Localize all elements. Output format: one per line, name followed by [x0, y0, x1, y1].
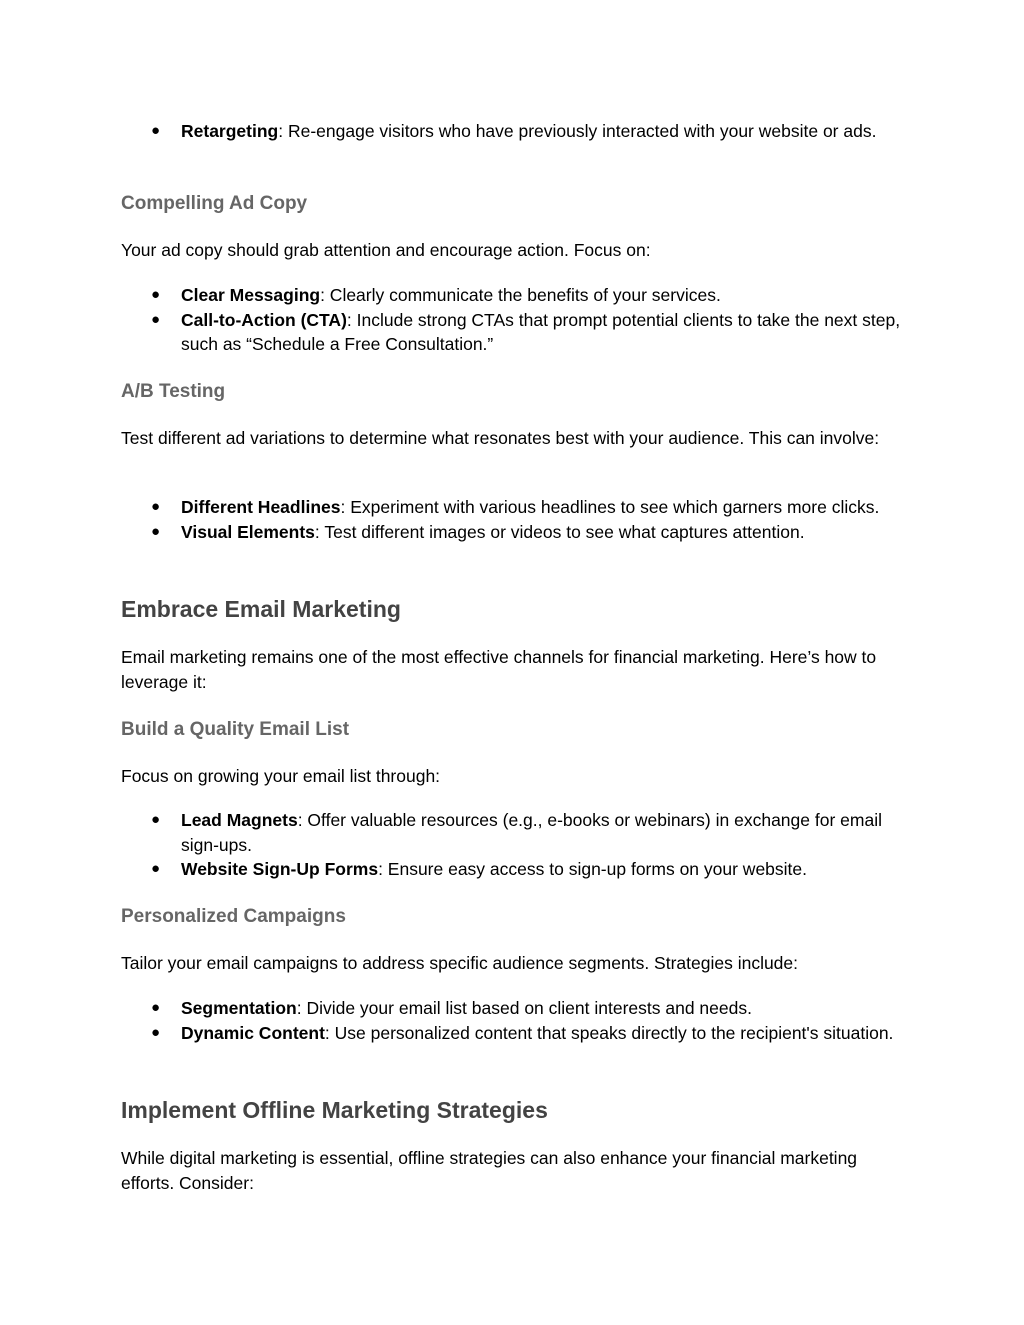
- personalized-list: [121, 996, 901, 1045]
- list-item: ● Different Headlines: Experiment with various headlines to see which garners more clicks.: [121, 495, 901, 520]
- section-heading-quality-email-list: Build a Quality Email List: [121, 719, 350, 740]
- bullet-icon: ●: [151, 286, 161, 303]
- paragraph-offline-intro: While digital marketing is essential, offline strategies can also enhance your financial marketing efforts. Consider:: [121, 1148, 858, 1193]
- list-item: ● Segmentation: Divide your email list based on client interests and needs.: [121, 996, 901, 1021]
- bullet-icon: ●: [151, 860, 161, 877]
- bullet-icon: ●: [151, 522, 161, 540]
- list-item: ● Call-to-Action (CTA): Include strong CTAs that prompt potential clients to take the next step, such as “Schedule a Free Consultation.”: [151, 309, 901, 354]
- bullet-icon: ●: [151, 1023, 161, 1041]
- paragraph-email-intro: Email marketing remains one of the most effective channels for financial marketing. Here’s how to leverage it:: [121, 647, 877, 692]
- section-heading-offline-marketing: Implement Offline Marketing Strategies: [121, 1097, 548, 1123]
- list-item: ● Dynamic Content: Use personalized content that speaks directly to the recipient's situation.: [121, 1021, 901, 1046]
- bullet-icon: ●: [151, 122, 161, 139]
- quality-list: [121, 808, 901, 882]
- bullet-icon: ●: [151, 999, 161, 1016]
- list-item: ● Website Sign-Up Forms: Ensure easy access to sign-up forms on your website.: [121, 857, 901, 882]
- list-item: ● Visual Elements: Test different images or videos to see what captures attention.: [121, 520, 901, 545]
- section-heading-personalized-campaigns: Personalized Campaigns: [121, 906, 346, 927]
- section-heading-compelling-ad-copy: Compelling Ad Copy: [121, 193, 308, 214]
- bullet-icon: ●: [151, 498, 161, 515]
- paragraph-compelling-intro: Your ad copy should grab attention and encourage action. Focus on:: [121, 240, 651, 260]
- paragraph-quality-intro: Focus on growing your email list through:: [121, 766, 441, 786]
- bullet-icon: ●: [151, 811, 161, 828]
- list-item: ● Clear Messaging: Clearly communicate the benefits of your services.: [121, 283, 901, 308]
- ab-list: [121, 495, 901, 544]
- bullet-icon: ●: [151, 310, 161, 328]
- paragraph-personalized-intro: Tailor your email campaigns to address specific audience segments. Strategies include:: [121, 953, 799, 973]
- list-item: ● Retargeting: Re-engage visitors who have previously interacted with your website or ads.: [121, 119, 901, 144]
- list-item: ● Lead Magnets: Offer valuable resources (e.g., e-books or webinars) in exchange for email sign-ups.: [151, 810, 882, 855]
- paragraph-ab-intro: Test different ad variations to determine what resonates best with your audience. This can involve:: [121, 428, 880, 448]
- section-heading-email-marketing: Embrace Email Marketing: [121, 596, 401, 622]
- section-heading-ab-testing: A/B Testing: [121, 381, 226, 402]
- retargeting-list: [121, 119, 901, 144]
- compelling-list: [121, 283, 901, 357]
